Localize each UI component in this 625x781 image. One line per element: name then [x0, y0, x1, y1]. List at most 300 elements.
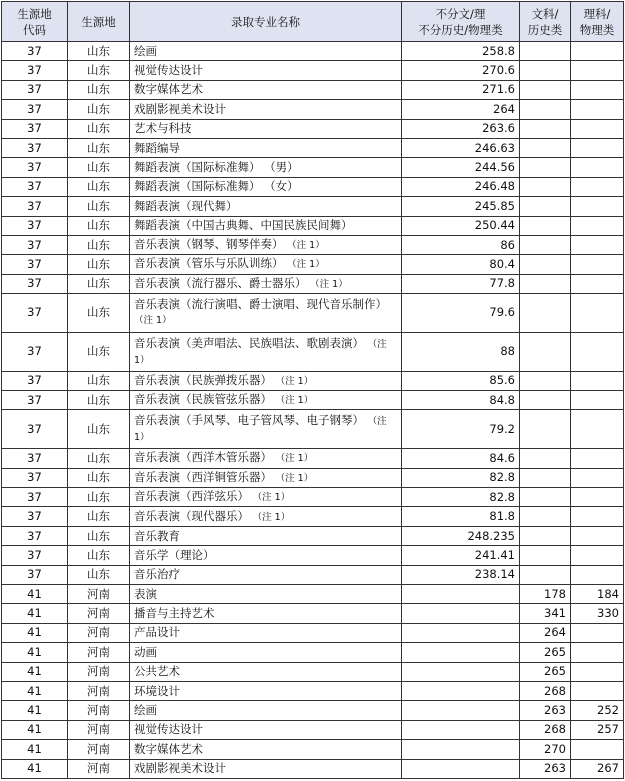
- cell-code: [2, 100, 68, 119]
- header-unified: [402, 2, 520, 42]
- cell-code: [2, 80, 68, 99]
- cell-arts: [520, 759, 571, 778]
- cell-major: [130, 80, 402, 99]
- cell-sci: [571, 759, 624, 778]
- cell-unified-text: 246.48: [474, 179, 515, 194]
- cell-code-text: 41: [27, 586, 42, 601]
- cell-major-text: 戏剧影视美术设计: [134, 761, 226, 776]
- cell-unified: [402, 662, 520, 681]
- cell-code: [2, 119, 68, 138]
- cell-place: [68, 488, 130, 507]
- table-header-row: [2, 2, 624, 42]
- cell-arts-text: 341: [544, 606, 566, 621]
- cell-arts: [520, 526, 571, 545]
- cell-place: [68, 138, 130, 157]
- cell-arts: [520, 720, 571, 739]
- cell-code-text: 37: [27, 198, 42, 213]
- cell-major-text: 音乐学（理论）: [134, 547, 215, 562]
- cell-major: [130, 604, 402, 623]
- cell-code-text: 37: [27, 344, 42, 359]
- cell-arts-text: 178: [544, 586, 566, 601]
- cell-place: [68, 526, 130, 545]
- cell-arts: [520, 371, 571, 390]
- cell-major-text: 音乐表演（西洋弦乐）: [134, 489, 249, 504]
- cell-code: [2, 759, 68, 778]
- cell-place: [68, 274, 130, 293]
- cell-major: [130, 332, 402, 371]
- cell-code-text: 37: [27, 567, 42, 582]
- cell-place-text: 山东: [87, 140, 110, 155]
- cell-major: [130, 584, 402, 603]
- cell-place: [68, 158, 130, 177]
- cell-code-text: 37: [27, 218, 42, 233]
- cell-place-text: 山东: [87, 237, 110, 252]
- table-row: [2, 759, 624, 778]
- cell-major-text: 音乐表演（西洋木管乐器）: [134, 450, 272, 465]
- cell-place: [68, 468, 130, 487]
- cell-major-text: 动画: [134, 644, 157, 659]
- cell-unified-text: 241.41: [474, 547, 515, 562]
- cell-sci: [571, 294, 624, 333]
- cell-code-text: 37: [27, 373, 42, 388]
- cell-sci: [571, 468, 624, 487]
- cell-sci: [571, 643, 624, 662]
- cell-major: [130, 158, 402, 177]
- cell-code: [2, 158, 68, 177]
- cell-place: [68, 177, 130, 196]
- cell-code: [2, 604, 68, 623]
- cell-major: [130, 255, 402, 274]
- cell-major-text: 音乐表演（手风琴、电子管风琴、电子钢琴）: [134, 413, 364, 428]
- cell-major: [130, 546, 402, 565]
- cell-major-text: 音乐表演（西洋铜管乐器）: [134, 469, 272, 484]
- cell-unified-text: 270.6: [482, 63, 515, 78]
- cell-unified-text: 250.44: [474, 218, 515, 233]
- cell-place-text: 山东: [87, 82, 110, 97]
- cell-code-text: 41: [27, 664, 42, 679]
- cell-major-note: （注 1）: [287, 259, 325, 271]
- cell-unified: [402, 701, 520, 720]
- cell-sci: [571, 507, 624, 526]
- cell-code-text: 37: [27, 140, 42, 155]
- cell-unified: [402, 410, 520, 449]
- cell-major-text: 音乐表演（现代器乐）: [134, 508, 249, 523]
- cell-place-text: 山东: [87, 305, 110, 320]
- cell-sci: [571, 235, 624, 254]
- header-sci-label: 理科/ 物理类: [579, 6, 615, 37]
- cell-arts: [520, 294, 571, 333]
- cell-arts: [520, 565, 571, 584]
- cell-code-text: 41: [27, 703, 42, 718]
- cell-major: [130, 720, 402, 739]
- cell-unified: [402, 255, 520, 274]
- cell-place-text: 河南: [87, 741, 110, 756]
- cell-arts: [520, 255, 571, 274]
- cell-code-text: 37: [27, 101, 42, 116]
- cell-major: [130, 488, 402, 507]
- cell-arts: [520, 235, 571, 254]
- cell-place: [68, 391, 130, 410]
- cell-code: [2, 468, 68, 487]
- cell-code-text: 37: [27, 421, 42, 436]
- cell-place-text: 河南: [87, 722, 110, 737]
- table-row: [2, 468, 624, 487]
- cell-unified: [402, 623, 520, 642]
- cell-code-text: 41: [27, 683, 42, 698]
- cell-code: [2, 449, 68, 468]
- cell-unified: [402, 216, 520, 235]
- cell-place-text: 山东: [87, 547, 110, 562]
- cell-sci-text: 252: [597, 703, 619, 718]
- cell-major-text: 音乐表演（民族弹拨乐器）: [134, 372, 272, 387]
- cell-major: [130, 759, 402, 778]
- cell-place-text: 山东: [87, 421, 110, 436]
- cell-arts: [520, 177, 571, 196]
- cell-major-text: 公共艺术: [134, 664, 180, 679]
- table-row: [2, 449, 624, 468]
- cell-sci: [571, 720, 624, 739]
- cell-major: [130, 119, 402, 138]
- cell-major: [130, 740, 402, 759]
- cell-sci: [571, 197, 624, 216]
- cell-unified-text: 81.8: [489, 509, 515, 524]
- cell-arts: [520, 681, 571, 700]
- cell-arts-text: 270: [544, 741, 566, 756]
- cell-arts: [520, 61, 571, 80]
- cell-major: [130, 216, 402, 235]
- cell-unified-text: 79.2: [489, 421, 515, 436]
- cell-unified-text: 80.4: [489, 256, 515, 271]
- cell-place-text: 山东: [87, 101, 110, 116]
- table-row: [2, 565, 624, 584]
- cell-place: [68, 449, 130, 468]
- cell-code: [2, 740, 68, 759]
- cell-code: [2, 332, 68, 371]
- cell-place-text: 河南: [87, 761, 110, 776]
- cell-unified-text: 264: [493, 101, 515, 116]
- cell-major-text: 绘画: [134, 43, 157, 58]
- cell-major-note: （注 1）: [275, 472, 314, 484]
- cell-code-text: 37: [27, 489, 42, 504]
- cell-code-text: 37: [27, 63, 42, 78]
- cell-major: [130, 643, 402, 662]
- cell-unified: [402, 80, 520, 99]
- cell-code: [2, 565, 68, 584]
- cell-unified: [402, 235, 520, 254]
- cell-code: [2, 410, 68, 449]
- cell-unified-text: 263.6: [482, 121, 515, 136]
- cell-code: [2, 274, 68, 293]
- table-row: [2, 488, 624, 507]
- cell-place-text: 山东: [87, 198, 110, 213]
- cell-place: [68, 681, 130, 700]
- cell-major-text: 艺术与科技: [134, 121, 192, 136]
- cell-major-text: 播音与主持艺术: [134, 606, 215, 621]
- cell-arts: [520, 138, 571, 157]
- cell-place: [68, 584, 130, 603]
- cell-major-text: 音乐表演（流行演唱、爵士演唱、现代音乐制作）: [134, 297, 387, 312]
- cell-sci: [571, 604, 624, 623]
- cell-major: [130, 468, 402, 487]
- cell-place: [68, 197, 130, 216]
- cell-unified: [402, 371, 520, 390]
- table-row: [2, 61, 624, 80]
- header-place-label: 生源地: [81, 14, 116, 29]
- cell-code: [2, 643, 68, 662]
- cell-sci-text: 184: [597, 586, 619, 601]
- cell-sci: [571, 332, 624, 371]
- cell-major-text: 舞蹈表演（国际标准舞） （男）: [134, 160, 299, 175]
- cell-unified: [402, 526, 520, 545]
- cell-place-text: 山东: [87, 450, 110, 465]
- cell-arts: [520, 100, 571, 119]
- header-code: [2, 2, 68, 42]
- cell-place-text: 山东: [87, 470, 110, 485]
- cell-major: [130, 61, 402, 80]
- cell-code-text: 37: [27, 305, 42, 320]
- cell-place-text: 河南: [87, 644, 110, 659]
- cell-sci: [571, 42, 624, 61]
- cell-place-text: 河南: [87, 586, 110, 601]
- cell-major: [130, 526, 402, 545]
- cell-sci: [571, 177, 624, 196]
- cell-arts-text: 263: [544, 761, 566, 776]
- table-row: [2, 526, 624, 545]
- cell-sci: [571, 216, 624, 235]
- cell-code: [2, 138, 68, 157]
- cell-arts: [520, 643, 571, 662]
- header-major: [130, 2, 402, 42]
- table-row: [2, 255, 624, 274]
- cell-code: [2, 197, 68, 216]
- cell-unified: [402, 119, 520, 138]
- cell-arts: [520, 391, 571, 410]
- cell-sci: [571, 701, 624, 720]
- cell-unified: [402, 332, 520, 371]
- cell-major-text: 舞蹈表演（现代舞）: [134, 198, 238, 213]
- cell-major-text: 绘画: [134, 703, 157, 718]
- cell-sci: [571, 61, 624, 80]
- cell-unified-text: 246.63: [474, 140, 515, 155]
- cell-major: [130, 371, 402, 390]
- table-row: [2, 197, 624, 216]
- cell-sci: [571, 158, 624, 177]
- cell-code-text: 37: [27, 82, 42, 97]
- cell-place: [68, 546, 130, 565]
- cell-major-note: （注 1）: [134, 315, 172, 327]
- cell-unified: [402, 61, 520, 80]
- cell-arts: [520, 584, 571, 603]
- cell-code: [2, 720, 68, 739]
- cell-place: [68, 759, 130, 778]
- cell-place: [68, 662, 130, 681]
- cell-code-text: 37: [27, 392, 42, 407]
- cell-place: [68, 235, 130, 254]
- cell-arts-text: 265: [544, 664, 566, 679]
- cell-major: [130, 274, 402, 293]
- cell-major-text: 数字媒体艺术: [134, 741, 203, 756]
- cell-place-text: 山东: [87, 344, 110, 359]
- table-body: [2, 42, 624, 779]
- cell-place: [68, 507, 130, 526]
- cell-place-text: 山东: [87, 121, 110, 136]
- cell-sci: [571, 488, 624, 507]
- cell-sci: [571, 100, 624, 119]
- cell-code-text: 41: [27, 722, 42, 737]
- header-arts: [520, 2, 571, 42]
- cell-place: [68, 332, 130, 371]
- cell-major-note: （注 1）: [134, 416, 387, 444]
- cell-code: [2, 216, 68, 235]
- cell-code: [2, 507, 68, 526]
- cell-code: [2, 488, 68, 507]
- cell-unified: [402, 468, 520, 487]
- cell-major: [130, 410, 402, 449]
- cell-code-text: 37: [27, 121, 42, 136]
- header-place: [68, 2, 130, 42]
- cell-major-text: 音乐表演（管乐与乐队训练）: [134, 256, 284, 271]
- cell-arts-text: 268: [544, 722, 566, 737]
- cell-major-text: 舞蹈表演（国际标准舞） （女）: [134, 179, 299, 194]
- table-row: [2, 740, 624, 759]
- cell-sci: [571, 391, 624, 410]
- cell-code-text: 37: [27, 547, 42, 562]
- table-row: [2, 216, 624, 235]
- cell-sci: [571, 371, 624, 390]
- cell-code-text: 41: [27, 625, 42, 640]
- cell-arts-text: 263: [544, 703, 566, 718]
- cell-major-text: 环境设计: [134, 683, 180, 698]
- cell-unified: [402, 391, 520, 410]
- cell-major: [130, 623, 402, 642]
- table-row: [2, 410, 624, 449]
- cell-major: [130, 294, 402, 333]
- cell-place: [68, 565, 130, 584]
- table-row: [2, 604, 624, 623]
- cell-unified: [402, 274, 520, 293]
- table-row: [2, 720, 624, 739]
- cell-code: [2, 681, 68, 700]
- cell-place-text: 河南: [87, 664, 110, 679]
- cell-major-text: 音乐教育: [134, 528, 180, 543]
- cell-unified: [402, 177, 520, 196]
- cell-code-text: 37: [27, 276, 42, 291]
- table-row: [2, 138, 624, 157]
- cell-unified-text: 271.6: [482, 82, 515, 97]
- cell-code-text: 37: [27, 179, 42, 194]
- table-row: [2, 391, 624, 410]
- cell-arts: [520, 623, 571, 642]
- cell-place: [68, 701, 130, 720]
- cell-unified: [402, 643, 520, 662]
- cell-unified: [402, 138, 520, 157]
- cell-code: [2, 546, 68, 565]
- table-row: [2, 177, 624, 196]
- cell-major: [130, 681, 402, 700]
- table-row: [2, 274, 624, 293]
- cell-unified: [402, 158, 520, 177]
- cell-major-text: 音乐表演（民族管弦乐器）: [134, 392, 272, 407]
- cell-arts: [520, 274, 571, 293]
- cell-unified: [402, 740, 520, 759]
- cell-sci: [571, 681, 624, 700]
- cell-arts: [520, 42, 571, 61]
- table-row: [2, 332, 624, 371]
- cell-major: [130, 138, 402, 157]
- cell-unified-text: 248.235: [467, 528, 515, 543]
- table-row: [2, 701, 624, 720]
- cell-unified: [402, 604, 520, 623]
- cell-major: [130, 100, 402, 119]
- cell-place: [68, 604, 130, 623]
- cell-place: [68, 294, 130, 333]
- cell-arts-text: 265: [544, 644, 566, 659]
- cell-major-note: （注 1）: [134, 338, 387, 366]
- cell-place-text: 山东: [87, 528, 110, 543]
- table-row: [2, 662, 624, 681]
- header-code-label: 生源地 代码: [17, 6, 52, 37]
- cell-arts: [520, 158, 571, 177]
- cell-place-text: 山东: [87, 489, 110, 504]
- cell-code: [2, 623, 68, 642]
- table-row: [2, 584, 624, 603]
- table-row: [2, 80, 624, 99]
- cell-place-text: 山东: [87, 373, 110, 388]
- cell-code: [2, 61, 68, 80]
- cell-sci: [571, 584, 624, 603]
- cell-major-note: （注 1）: [275, 395, 314, 407]
- cell-sci-text: 257: [597, 722, 619, 737]
- admission-score-table: [1, 1, 624, 779]
- cell-place-text: 山东: [87, 218, 110, 233]
- cell-place: [68, 100, 130, 119]
- cell-place-text: 山东: [87, 392, 110, 407]
- cell-arts: [520, 701, 571, 720]
- cell-place: [68, 740, 130, 759]
- cell-unified: [402, 759, 520, 778]
- table-row: [2, 100, 624, 119]
- cell-code-text: 41: [27, 606, 42, 621]
- cell-arts: [520, 507, 571, 526]
- cell-arts: [520, 604, 571, 623]
- cell-place: [68, 623, 130, 642]
- cell-major-text: 戏剧影视美术设计: [134, 101, 226, 116]
- cell-code-text: 37: [27, 528, 42, 543]
- cell-place-text: 河南: [87, 703, 110, 718]
- cell-unified-text: 82.8: [489, 489, 515, 504]
- cell-unified-text: 85.6: [489, 373, 515, 388]
- cell-code-text: 37: [27, 160, 42, 175]
- cell-sci: [571, 740, 624, 759]
- cell-code-text: 41: [27, 741, 42, 756]
- table-row: [2, 681, 624, 700]
- cell-unified: [402, 507, 520, 526]
- cell-arts: [520, 197, 571, 216]
- table-row: [2, 371, 624, 390]
- cell-unified: [402, 720, 520, 739]
- cell-place: [68, 80, 130, 99]
- cell-sci-text: 267: [597, 761, 619, 776]
- cell-major-text: 舞蹈编导: [134, 140, 180, 155]
- cell-major: [130, 507, 402, 526]
- cell-major-note: （注 1）: [252, 511, 291, 523]
- table-row: [2, 42, 624, 61]
- cell-place-text: 山东: [87, 256, 110, 271]
- cell-place-text: 河南: [87, 683, 110, 698]
- table-row: [2, 294, 624, 333]
- header-arts-label: 文科/ 历史类: [527, 6, 563, 37]
- cell-place-text: 山东: [87, 179, 110, 194]
